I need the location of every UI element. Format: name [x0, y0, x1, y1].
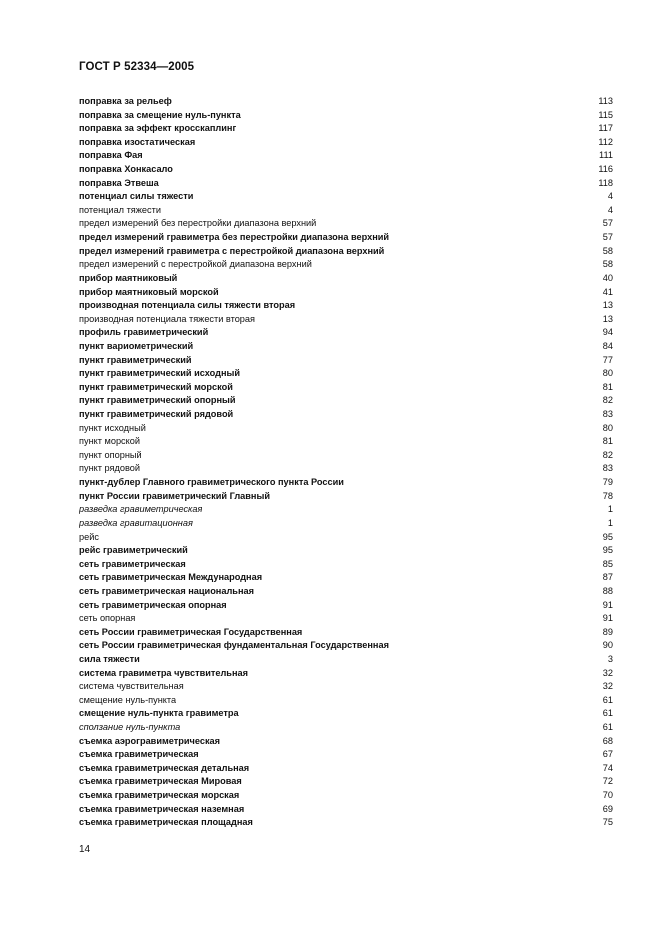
index-term: производная потенциала тяжести вторая — [79, 313, 256, 324]
index-term: смещение нуль-пункта — [79, 694, 177, 705]
index-entry — [79, 762, 613, 776]
index-entry — [79, 748, 613, 762]
index-term-number: 91 — [602, 599, 613, 610]
index-term-number: 41 — [602, 286, 613, 297]
index-entry — [79, 789, 613, 803]
index-term: профиль гравиметрический — [79, 327, 209, 338]
index-term: система чувствительная — [79, 681, 184, 692]
index-term: поправка Фая — [79, 150, 143, 161]
index-term: поправка за смещение нуль-пункта — [79, 109, 241, 120]
index-term: пункт России гравиметрический Главный — [79, 490, 270, 501]
index-term: пункт исходный — [79, 422, 146, 433]
index-term: пункт опорный — [79, 449, 142, 460]
index-entry — [79, 136, 613, 150]
index-term: предел измерений гравиметра без перестройки диапазона верхний — [79, 232, 390, 243]
index-term-number: 70 — [602, 790, 613, 801]
index-term: сеть гравиметрическая — [79, 558, 186, 569]
index-term-number: 95 — [602, 545, 613, 556]
index-entry — [79, 517, 613, 531]
index-term: потенциал тяжести — [79, 204, 161, 215]
index-term-number: 32 — [602, 681, 613, 692]
index-term: рейс — [79, 531, 99, 542]
index-term: поправка Этвеша — [79, 177, 159, 188]
index-term-number: 89 — [602, 626, 613, 637]
index-entry — [79, 571, 613, 585]
index-term: поправка изостатическая — [79, 136, 196, 147]
index-term-number: 68 — [602, 735, 613, 746]
index-term-number: 111 — [599, 150, 613, 161]
index-term-number: 80 — [602, 422, 613, 433]
index-term: производная потенциала силы тяжести вторая — [79, 300, 296, 311]
index-entry — [79, 680, 613, 694]
index-term-number: 79 — [602, 477, 613, 488]
index-term-number: 4 — [607, 191, 613, 202]
index-term-number: 83 — [602, 409, 613, 420]
index-term-number: 117 — [598, 123, 613, 134]
index-entry — [79, 490, 613, 504]
index-term-number: 61 — [602, 694, 613, 705]
index-entry — [79, 340, 613, 354]
index-term: съемка гравиметрическая — [79, 749, 199, 760]
index-term: предел измерений с перестройкой диапазона верхний — [79, 259, 312, 270]
index-term: пункт-дублер Главного гравиметрического пункта России — [79, 477, 344, 488]
index-term-number: 95 — [602, 531, 613, 542]
index-term: сеть опорная — [79, 613, 136, 624]
index-term-number: 32 — [602, 667, 613, 678]
index-term-number: 61 — [602, 722, 613, 733]
index-term-number: 3 — [607, 653, 613, 664]
index-entry — [79, 735, 613, 749]
index-term: предел измерений без перестройки диапазона верхний — [79, 218, 317, 229]
index-term-number: 69 — [602, 803, 613, 814]
index-term: смещение нуль-пункта гравиметра — [79, 708, 239, 719]
index-term: съемка гравиметрическая Мировая — [79, 776, 242, 787]
index-term-number: 80 — [602, 368, 613, 379]
index-term: съемка гравиметрическая детальная — [79, 762, 250, 773]
index-term: поправка Хонкасало — [79, 164, 173, 175]
index-term: сила тяжести — [79, 653, 140, 664]
index-term-number: 112 — [598, 136, 613, 147]
document-header: ГОСТ Р 52334—2005 — [79, 61, 195, 73]
index-term-number: 57 — [602, 218, 613, 229]
index-term: съемка гравиметрическая площадная — [79, 817, 253, 828]
index-entry — [79, 721, 613, 735]
index-entry — [79, 217, 613, 231]
index-entry — [79, 286, 613, 300]
index-term-number: 58 — [602, 259, 613, 270]
term-index-list — [79, 95, 613, 830]
index-entry — [79, 435, 613, 449]
index-term-number: 118 — [598, 177, 613, 188]
index-term: система гравиметра чувствительная — [79, 667, 248, 678]
index-entry — [79, 231, 613, 245]
index-entry — [79, 599, 613, 613]
index-entry — [79, 626, 613, 640]
index-term: разведка гравитационная — [79, 517, 193, 528]
index-entry — [79, 381, 613, 395]
index-entry — [79, 394, 613, 408]
index-term: поправка за рельеф — [79, 96, 172, 106]
index-entry — [79, 326, 613, 340]
index-entry — [79, 462, 613, 476]
index-entry — [79, 408, 613, 422]
index-term-number: 78 — [602, 490, 613, 501]
index-term: прибор маятниковый — [79, 272, 178, 283]
index-term: сеть России гравиметрическая Государственная — [79, 626, 303, 637]
index-entry — [79, 558, 613, 572]
index-term: пункт гравиметрический опорный — [79, 395, 236, 406]
index-term: сеть России гравиметрическая фундаментальная Государственная — [79, 640, 389, 651]
index-entry — [79, 585, 613, 599]
index-term-number: 72 — [602, 776, 613, 787]
index-term: пункт морской — [79, 436, 141, 447]
index-term-number: 84 — [602, 340, 613, 351]
index-term: прибор маятниковый морской — [79, 286, 219, 297]
index-entry — [79, 653, 613, 667]
index-term-number: 115 — [598, 109, 613, 120]
index-entry — [79, 531, 613, 545]
index-term: рейс гравиметрический — [79, 545, 188, 556]
index-term-number: 81 — [602, 436, 613, 447]
index-term-number: 94 — [602, 327, 613, 338]
index-entry — [79, 204, 613, 218]
index-entry — [79, 775, 613, 789]
index-term: потенциал силы тяжести — [79, 191, 194, 202]
index-term-number: 82 — [602, 449, 613, 460]
index-term: пункт гравиметрический рядовой — [79, 409, 234, 420]
index-term-number: 77 — [602, 354, 613, 365]
index-term-number: 88 — [602, 585, 613, 596]
index-term-number: 91 — [602, 613, 613, 624]
index-entry — [79, 694, 613, 708]
index-entry — [79, 177, 613, 191]
index-term: пункт гравиметрический морской — [79, 381, 233, 392]
index-term: пункт гравиметрический — [79, 354, 192, 365]
index-entry — [79, 109, 613, 123]
index-entry — [79, 354, 613, 368]
index-term-number: 82 — [602, 395, 613, 406]
index-entry — [79, 245, 613, 259]
index-entry — [79, 612, 613, 626]
index-term-number: 1 — [607, 504, 613, 515]
index-entry — [79, 422, 613, 436]
index-term-number: 40 — [602, 272, 613, 283]
index-entry — [79, 816, 613, 830]
index-term-number: 67 — [602, 749, 613, 760]
index-term: сеть гравиметрическая национальная — [79, 585, 254, 596]
index-term: сеть гравиметрическая опорная — [79, 599, 227, 610]
index-entry — [79, 190, 613, 204]
index-term-number: 83 — [602, 463, 613, 474]
index-term: поправка за эффект кросскаплинг — [79, 123, 237, 134]
index-term-number: 75 — [602, 817, 613, 828]
index-entry — [79, 272, 613, 286]
index-entry — [79, 639, 613, 653]
index-entry — [79, 667, 613, 681]
index-entry — [79, 95, 613, 109]
index-entry — [79, 449, 613, 463]
index-term: съемка аэрогравиметрическая — [79, 735, 221, 746]
index-term: съемка гравиметрическая наземная — [79, 803, 245, 814]
index-term: пункт гравиметрический исходный — [79, 368, 241, 379]
index-entry — [79, 803, 613, 817]
index-entry — [79, 367, 613, 381]
index-term: сползание нуль-пункта — [79, 722, 181, 733]
index-entry — [79, 544, 613, 558]
index-term: разведка гравиметрическая — [79, 504, 203, 515]
index-term: предел измерений гравиметра с перестройкой диапазона верхний — [79, 245, 385, 256]
index-entry — [79, 122, 613, 136]
index-term-number: 58 — [602, 245, 613, 256]
index-entry — [79, 258, 613, 272]
index-term-number: 74 — [602, 762, 613, 773]
index-term-number: 113 — [598, 96, 613, 106]
index-term: пункт вариометрический — [79, 340, 194, 351]
index-term-number: 85 — [602, 558, 613, 569]
index-term: съемка гравиметрическая морская — [79, 790, 240, 801]
index-term: пункт рядовой — [79, 463, 140, 474]
index-entry — [79, 149, 613, 163]
index-entry — [79, 707, 613, 721]
index-term-number: 4 — [607, 204, 613, 215]
index-term-number: 90 — [602, 640, 613, 651]
index-term-number: 87 — [602, 572, 613, 583]
index-term-number: 116 — [598, 164, 613, 175]
index-term: сеть гравиметрическая Международная — [79, 572, 263, 583]
index-term-number: 57 — [602, 232, 613, 243]
index-term-number: 61 — [602, 708, 613, 719]
index-term-number: 13 — [602, 313, 613, 324]
index-entry — [79, 163, 613, 177]
index-entry — [79, 313, 613, 327]
index-term-number: 13 — [602, 300, 613, 311]
index-entry — [79, 503, 613, 517]
index-term-number: 1 — [607, 517, 613, 528]
index-entry — [79, 476, 613, 490]
page-number: 14 — [79, 844, 91, 855]
index-entry — [79, 299, 613, 313]
index-term-number: 81 — [602, 381, 613, 392]
